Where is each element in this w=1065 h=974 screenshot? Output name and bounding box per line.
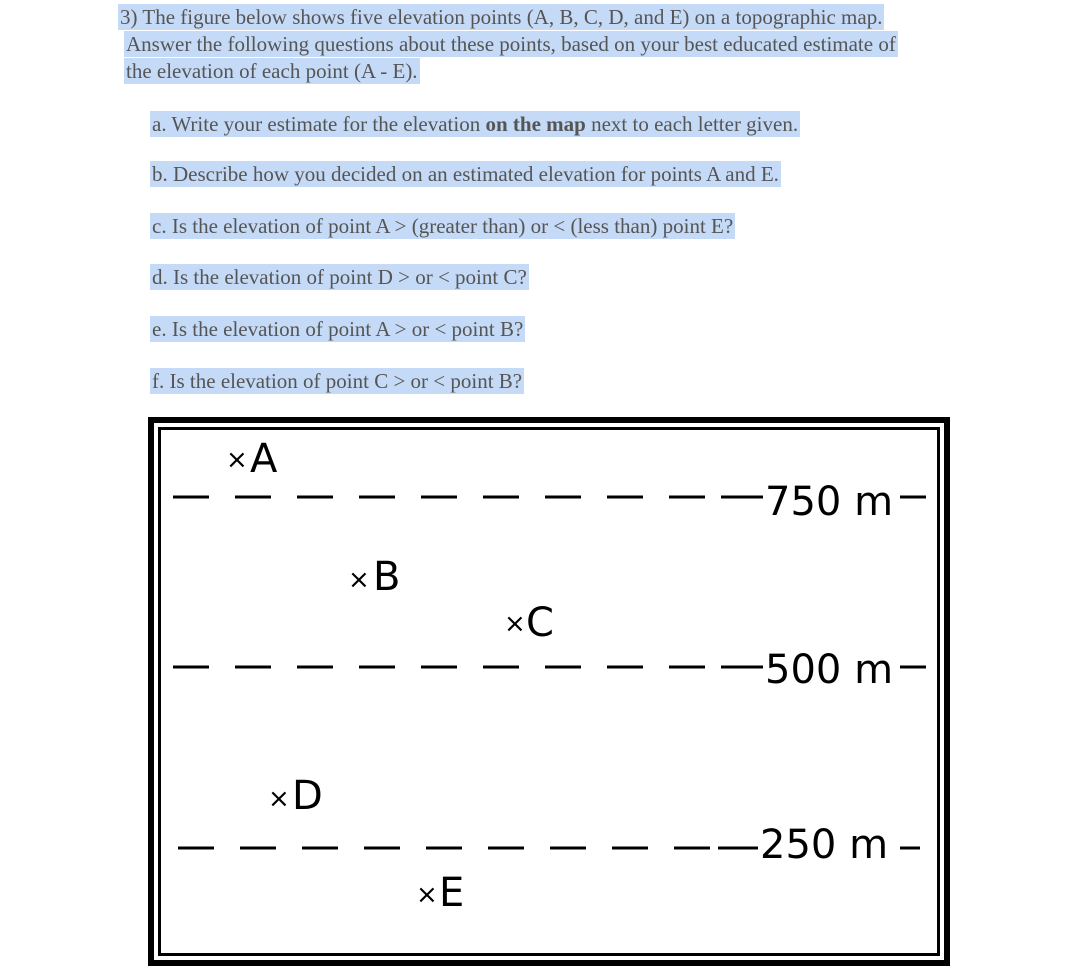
point-a-label: A: [250, 436, 278, 482]
question-d: [150, 263, 529, 291]
point-d: [268, 773, 323, 819]
contour-750: [173, 479, 926, 525]
intro-line-1: 3) The figure below shows five elevation points (A, B, C, D, and E) on a topographic map.: [120, 5, 883, 29]
point-b-marker: ×: [348, 565, 370, 595]
contour-label-250: 250 m: [760, 822, 889, 868]
contour-250: [178, 822, 920, 868]
point-b-label: B: [373, 554, 401, 600]
question-d-text: d. Is the elevation of point D > or < point C?: [152, 265, 527, 289]
question-c-text: c. Is the elevation of point A > (greater than) or < (less than) point E?: [152, 214, 734, 238]
question-intro: [118, 4, 1008, 85]
intro-line-3: the elevation of each point (A - E).: [126, 59, 418, 83]
contour-label-500: 500 m: [765, 647, 894, 693]
point-c-marker: ×: [504, 609, 526, 639]
question-b: [150, 160, 781, 188]
point-c: [504, 600, 554, 646]
point-e-label: E: [439, 870, 465, 916]
contour-500: [173, 647, 926, 693]
question-a-bold: on the map: [485, 112, 586, 136]
question-f: [150, 367, 524, 395]
point-d-label: D: [292, 773, 323, 819]
point-a: [226, 436, 278, 482]
point-c-label: C: [526, 600, 554, 646]
point-a-marker: ×: [226, 445, 248, 475]
question-e: [150, 315, 525, 343]
contour-label-750: 750 m: [765, 479, 894, 525]
topographic-map: [148, 417, 950, 966]
point-d-marker: ×: [268, 784, 290, 814]
intro-line-2: Answer the following questions about these points, based on your best educated estimate of: [126, 32, 896, 56]
question-b-text: b. Describe how you decided on an estimated elevation for points A and E.: [152, 162, 779, 186]
point-b: [348, 554, 400, 600]
point-e-marker: ×: [416, 880, 438, 910]
point-e: [416, 870, 464, 916]
question-f-text: f. Is the elevation of point C > or < point B?: [152, 369, 523, 393]
question-c: [150, 212, 735, 240]
question-a-end: next to each letter given.: [585, 112, 799, 136]
question-e-text: e. Is the elevation of point A > or < point B?: [152, 317, 524, 341]
question-a-text: a. Write your estimate for the elevation: [152, 112, 486, 136]
question-a: [150, 110, 800, 138]
